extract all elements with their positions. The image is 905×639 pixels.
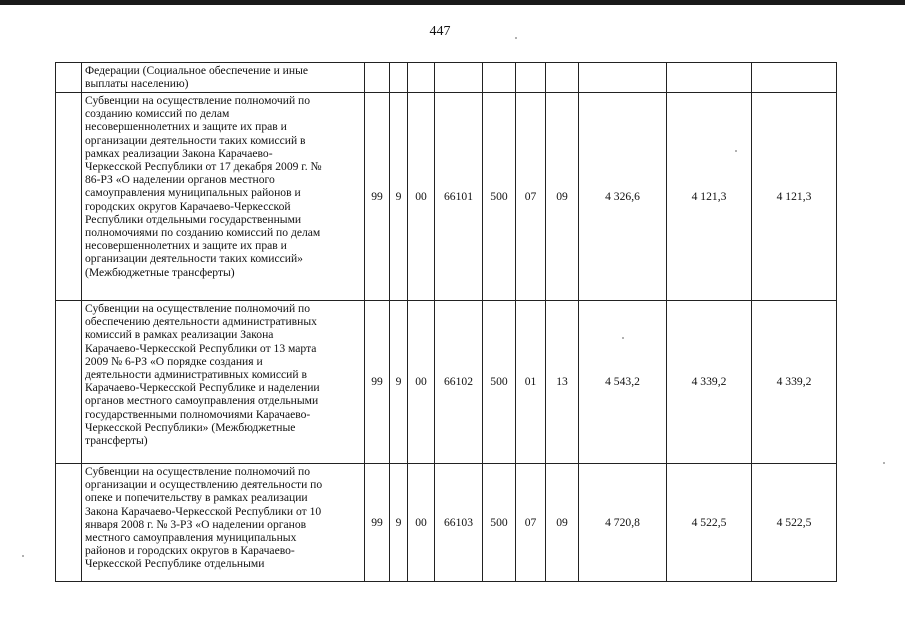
table-cell: 00 — [408, 464, 435, 582]
table-cell: 4 522,5 — [667, 464, 752, 582]
scan-speck — [622, 337, 624, 339]
row-description: Субвенции на осуществление полномочий по созданию комиссий по делам несовершеннолетних и защите их прав и организации деятельности таких комиссий в рамках реализации Закона Карачаево- Черкесской Республики от 17 декабря 2009 г. № 86-РЗ «О наделении органов местного самоуправления муниципальных районов и городских округов Карачаево-Черкесской Республики отдельными государственными полномочиями по созданию комиссий по делам несовершеннолетних и защите их прав и организации деятельности таких комиссий» (Межбюджетные трансферты) — [82, 93, 365, 301]
row-description: Федерации (Социальное обеспечение и иные выплаты населению) — [82, 63, 365, 93]
row-number-cell — [56, 93, 82, 301]
page-top-edge — [0, 0, 905, 5]
scan-speck — [515, 37, 517, 39]
row-number-cell — [56, 301, 82, 464]
table-cell: 500 — [483, 301, 516, 464]
table-cell: 09 — [546, 93, 579, 301]
row-number-cell — [56, 464, 82, 582]
table-row — [56, 464, 837, 582]
table-cell: 66103 — [435, 464, 483, 582]
table-cell: 99 — [365, 93, 390, 301]
scan-speck — [883, 462, 885, 464]
table-cell — [579, 63, 667, 93]
table-cell: 66102 — [435, 301, 483, 464]
table-cell — [483, 63, 516, 93]
table-cell: 9 — [390, 301, 408, 464]
page-number: 447 — [429, 24, 451, 39]
table-cell — [516, 63, 546, 93]
table-cell: 07 — [516, 464, 546, 582]
row-number-cell — [56, 63, 82, 93]
table-cell — [390, 63, 408, 93]
table-cell: 4 339,2 — [667, 301, 752, 464]
table-cell — [435, 63, 483, 93]
table-cell: 99 — [365, 301, 390, 464]
row-description: Субвенции на осуществление полномочий по организации и осуществлению деятельности по опеке и попечительству в рамках реализации Закона Карачаево-Черкесской Республики от 10 января 2008 г. № 3-РЗ «О наделении органов местного самоуправления муниципальных районов и городских округов в Карачаево- Черкесской Республике отдельными — [82, 464, 365, 582]
page-bottom-margin — [0, 582, 905, 639]
table-cell — [752, 63, 837, 93]
row-description: Субвенции на осуществление полномочий по обеспечению деятельности административных комиссий в рамках реализации Закона Карачаево-Черкесской Республики от 13 марта 2009 № 6-РЗ «О порядке создания и деятельности административных комиссий в Карачаево-Черкесской Республике и наделении органов местного самоуправления отдельными государственными полномочиями Карачаево- Черкесской Республики» (Межбюджетные трансферты) — [82, 301, 365, 464]
table-cell: 66101 — [435, 93, 483, 301]
table-cell — [667, 63, 752, 93]
table-cell: 4 121,3 — [667, 93, 752, 301]
table-cell: 99 — [365, 464, 390, 582]
table-cell: 500 — [483, 464, 516, 582]
table-cell: 09 — [546, 464, 579, 582]
table-cell: 500 — [483, 93, 516, 301]
table-cell: 4 720,8 — [579, 464, 667, 582]
scan-speck — [735, 150, 737, 152]
table-cell: 4 339,2 — [752, 301, 837, 464]
table-cell: 00 — [408, 301, 435, 464]
table-cell: 9 — [390, 93, 408, 301]
table-cell: 13 — [546, 301, 579, 464]
table-cell: 4 121,3 — [752, 93, 837, 301]
table-cell — [365, 63, 390, 93]
table-body — [56, 63, 837, 582]
table-cell: 4 522,5 — [752, 464, 837, 582]
table-cell: 00 — [408, 93, 435, 301]
table-row — [56, 63, 837, 93]
table-row — [56, 301, 837, 464]
table-cell — [546, 63, 579, 93]
table-cell — [408, 63, 435, 93]
budget-table — [55, 62, 837, 582]
table-cell: 07 — [516, 93, 546, 301]
table-cell: 4 543,2 — [579, 301, 667, 464]
table-cell: 01 — [516, 301, 546, 464]
table-cell: 9 — [390, 464, 408, 582]
table-row — [56, 93, 837, 301]
scan-speck — [22, 555, 24, 557]
table-cell: 4 326,6 — [579, 93, 667, 301]
